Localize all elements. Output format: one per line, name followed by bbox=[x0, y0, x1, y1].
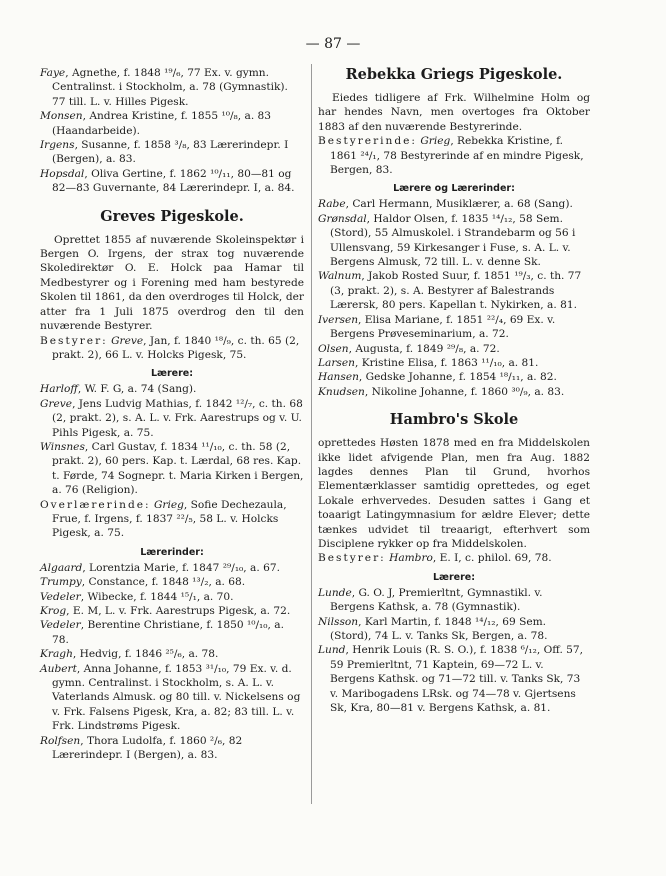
greves-intro: Oprettet 1855 af nuværende Skoleinspektør i Bergen O. Irgens, der strax tog nuværende Skoledirektør O. E. Holck paa Hamar til Medbestyrer og i Forening med ham bestyrede Skolen til 1861, da den overdroges til Holck, der atter fra 1 Juli 1875 overdrog den til den nuværende Bestyrer. bbox=[40, 233, 304, 333]
entry-monsen: Monsen, Andrea Kristine, f. 1855 ¹⁰/₈, a. 83 (Haandarbeide). bbox=[40, 110, 272, 137]
entry-iversen: Iversen, Elisa Mariane, f. 1851 ²²/₄, 69 Ex. v. Bergens Prøveseminarium, a. 72. bbox=[318, 313, 556, 341]
rebekka-bestyrerinde: Bestyrerinde: Grieg, Rebekka Kristine, f. 1861 ²⁴/₁, 78 Bestyrerinde af en mindre Pigesk, Bergen, 83. bbox=[318, 135, 584, 177]
hambro-bestyrer: Bestyrer: Hambro, E. I, c. philol. 69, 78. bbox=[318, 552, 552, 565]
entry-krog: Krog, E. M, L. v. Frk. Aarestrups Pigesk, a. 72. bbox=[40, 605, 291, 617]
entry-hansen: Hansen, Gedske Johanne, f. 1854 ¹⁸/₁₁, a. 82. bbox=[318, 371, 557, 384]
entry-vedeler-wibecke: Vedeler, Wibecke, f. 1844 ¹⁵/₁, a. 70. bbox=[40, 590, 234, 603]
entry-hopsdal: Hopsdal, Oliva Gertine, f. 1862 ¹⁰/₁₁, 80—81 og 82—83 Guvernante, 84 Lærerindepr. I, a. 84. bbox=[40, 167, 295, 195]
entry-nilsson: Nilsson, Karl Martin, f. 1848 ¹⁴/₁₂, 69 Sem. (Stord), 74 L. v. Tanks Sk, Bergen, a. 78. bbox=[318, 615, 548, 642]
section-heading-rebekka: Rebekka Griegs Pigeskole. bbox=[345, 66, 563, 83]
entry-trumpy: Trumpy, Constance, f. 1848 ¹³/₂, a. 68. bbox=[40, 576, 246, 589]
entry-olsen: Olsen, Augusta, f. 1849 ²⁹/₈, a. 72. bbox=[318, 342, 500, 355]
entry-winsnes: Winsnes, Carl Gustav, f. 1834 ¹¹/₁₀, c. th. 58 (2, prakt. 2), 60 pers. Kap. t. Lærdal, 68 res. Kap. t. Førde, 74 Sognepr. t. Maria Kirken i Bergen, a. 76 (Religion). bbox=[40, 440, 304, 497]
entry-kragh: Kragh, Hedvig, f. 1846 ²⁵/₆, a. 78. bbox=[40, 648, 219, 661]
section-heading-hambro: Hambro's Skole bbox=[389, 411, 519, 429]
entry-rabe: Rabe, Carl Hermann, Musiklærer, a. 68 (Sang). bbox=[318, 198, 573, 211]
entry-aubert: Aubert, Anna Johanne, f. 1853 ³¹/₁₀, 79 Ex. v. d. gymn. Centralinst. i Stockholm, s. A. L. v. Vaterlands Almusk. og 80 till. v. Nickelsens og v. Frk. Falsens Pigesk, Kra, a. 82; 83 till. L. v. Frk. Lindstrøms Pigesk. bbox=[40, 662, 301, 733]
entry-greve: Greve, Jens Ludvig Mathias, f. 1842 ¹²/₇, c. th. 68 (2, prakt. 2), s. A. L. v. Frk. Aarestrups og v. U. Pihls Pigesk, a. 75. bbox=[40, 397, 303, 439]
entry-vedeler-berentine: Vedeler, Berentine Christiane, f. 1850 ¹⁰/₁₀, a. 78. bbox=[40, 619, 284, 646]
section-heading-greves: Greves Pigeskole. bbox=[100, 207, 244, 225]
greves-overlaererinde: Overlærerinde: Grieg, Sofie Dechezaula, Frue, f. Irgens, f. 1837 ²²/₅, 58 L. v. Holcks Pigesk, a. 75. bbox=[40, 498, 287, 540]
entry-irgens: Irgens, Susanne, f. 1858 ³/₈, 83 Lærerindepr. I (Bergen), a. 83. bbox=[40, 139, 289, 166]
column-divider bbox=[311, 64, 312, 804]
entry-gronsdal: Grønsdal, Haldor Olsen, f. 1835 ¹⁴/₁₂, 58 Sem. (Stord), 55 Almuskolel. i Strandebarm og 56 i Ullensvang, 59 Kirkesanger i Fuse, s. A. L. v. Bergens Almusk, 72 till. L. v. denne Sk. bbox=[318, 212, 576, 269]
subheading-hambro-laerere: Lærere: bbox=[432, 571, 476, 583]
entry-walnum: Walnum, Jakob Rosted Suur, f. 1851 ¹⁹/₃, c. th. 77 (3, prakt. 2), s. A. Bestyrer af Balestrands Lærersk, 80 pers. Kapellan t. Nykirken, a. 81. bbox=[318, 270, 582, 312]
left-column bbox=[40, 66, 304, 762]
entry-faye: Faye, Agnethe, f. 1848 ¹⁹/₆, 77 Ex. v. gymn. Centralinst. i Stockholm, a. 78 (Gymnastik). 77 till. L. v. Hilles Pigesk. bbox=[40, 67, 288, 108]
entry-lund: Lund, Henrik Louis (R. S. O.), f. 1838 ⁶/₁₂, Off. 57, 59 Premierltnt, 71 Kaptein, 69—72 L. v. Bergens Kathsk. og 71—72 till. v. Tanks Sk, 73 v. Maribogadens LRsk. og 74—78 v. Gjertsens Sk, Kra, 80—81 v. Bergens Kathsk, a. 81. bbox=[318, 644, 584, 715]
entry-rolfsen: Rolfsen, Thora Ludolfa, f. 1860 ²/₆, 82 Lærerindepr. I (Bergen), a. 83. bbox=[40, 734, 243, 762]
greves-bestyrer: Bestyrer: Greve, Jan, f. 1840 ¹⁸/₉, c. th. 65 (2, prakt. 2), 66 L. v. Holcks Pigesk, 75. bbox=[40, 334, 300, 361]
entry-algaard: Algaard, Lorentzia Marie, f. 1847 ²⁹/₁₀, a. 67. bbox=[40, 561, 280, 574]
rebekka-intro: Eiedes tidligere af Frk. Wilhelmine Holm og har hendes Navn, men overtoges fra Oktober 1883 af den nuværende Bestyrerinde. bbox=[318, 92, 590, 133]
subheading-laererinder: Lærerinder: bbox=[140, 546, 204, 558]
page-number: — 87 — bbox=[305, 36, 361, 52]
subheading-laerere-og-laererinder: Lærere og Lærerinder: bbox=[393, 183, 515, 195]
entry-knudsen: Knudsen, Nikoline Johanne, f. 1860 ³⁰/₉, a. 83. bbox=[318, 385, 565, 398]
entry-larsen: Larsen, Kristine Elisa, f. 1863 ¹¹/₁₀, a. 81. bbox=[318, 356, 539, 369]
entry-lunde: Lunde, G. O. J, Premierltnt, Gymnastikl. v. Bergens Kathsk, a. 78 (Gymnastik). bbox=[318, 586, 543, 614]
right-column bbox=[318, 66, 590, 715]
entry-harloff: Harloff, W. F. G, a. 74 (Sang). bbox=[40, 383, 197, 396]
hambro-intro: oprettedes Høsten 1878 med en fra Middelskolen ikke lidet afvigende Plan, men fra Aug. 1882 lagdes dennes Plan til Grund, hvorhos Elementærklasser samtidig oprettedes, og eget Lokale erhvervedes. Desuden sattes i Gang et toaarigt Latingymnasium for ældre Elever; dette tænkes udvidet til treaarigt, efterhvert som Disciplene rykker op fra Middelskolen. bbox=[318, 437, 590, 550]
subheading-laerere: Lærere: bbox=[150, 368, 194, 380]
